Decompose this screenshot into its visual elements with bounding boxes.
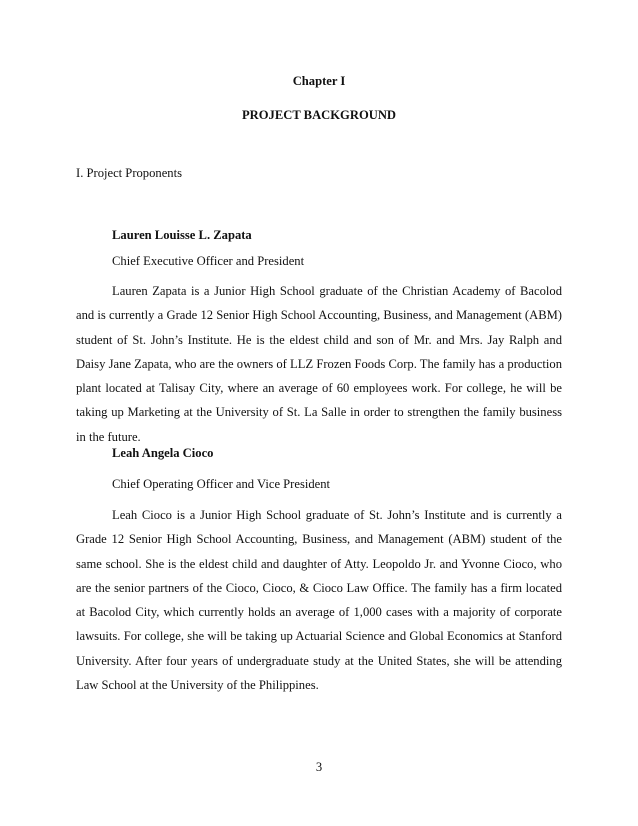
proponent-block [76,443,562,697]
page-number: 3 [315,760,323,774]
proponent-role: Chief Operating Officer and Vice President [112,477,331,491]
proponent-name: Lauren Louisse L. Zapata [112,228,252,242]
proponent-name: Leah Angela Cioco [112,446,214,460]
section-heading: I. Project Proponents [76,166,182,180]
proponent-block [76,225,562,449]
page-title: PROJECT BACKGROUND [241,108,397,122]
proponent-role: Chief Executive Officer and President [112,254,305,268]
proponent-bio: Lauren Zapata is a Junior High School graduate of the Christian Academy of Bacolod and is currently a Grade 12 Senior High School Accounting, Business, and Management (ABM) student of St. John’s Institute. He is the eldest child and son of Mr. and Mrs. Jay Ralph and Daisy Jane Zapata, who are the owners of LLZ Frozen Foods Corp. The family has a production plant located at Talisay City, where an average of 60 employees work. For college, he will be taking up Marketing at the University of St. La Salle in order to strengthen the family business in the future. [76,284,562,444]
chapter-label: Chapter I [292,74,346,88]
proponent-bio: Leah Cioco is a Junior High School graduate of St. John’s Institute and is currently a Grade 12 Senior High School Accounting, Business, and Management (ABM) student of the same school. She is the eldest child and daughter of Atty. Leopoldo Jr. and Yvonne Cioco, who are the senior partners of the Cioco, Cioco, & Cioco Law Office. The family has a firm located at Bacolod City, which currently holds an average of 1,000 cases with a majority of corporate lawsuits. For college, she will be taking up Actuarial Science and Global Economics at Stanford University. After four years of undergraduate study at the United States, she will be attending Law School at the University of the Philippines. [76,508,562,693]
